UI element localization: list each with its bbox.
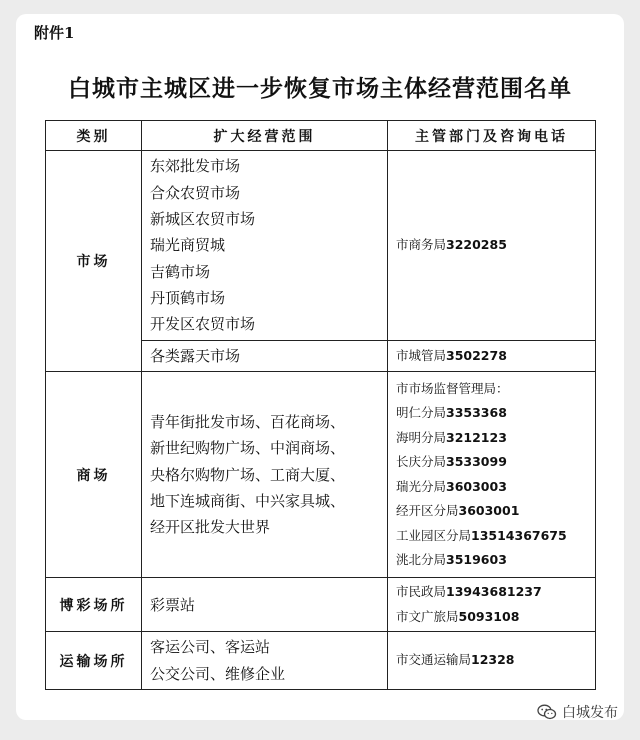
scope-lottery (142, 578, 388, 632)
dept-phone: 3353368 (446, 405, 507, 421)
dept-line (396, 475, 587, 500)
scope-market (142, 151, 388, 341)
dept-line (396, 450, 587, 475)
scope-line: 公交公司、维修企业 (150, 664, 286, 683)
dept-line (396, 233, 587, 258)
scope-mall (142, 372, 388, 578)
dept-market (388, 151, 596, 341)
scope-line: 青年街批发市场、百花商场、 (150, 413, 346, 432)
dept-line (396, 580, 587, 605)
wechat-icon (537, 704, 557, 720)
dept-name: 市商务局 (396, 237, 447, 253)
dept-heading: 市市场监督管理局： (396, 380, 509, 396)
watermark-text: 白城发布 (562, 705, 618, 721)
table-row-lottery (46, 578, 596, 632)
dept-phone: 3212123 (446, 429, 507, 445)
dept-name: 海明分局 (396, 429, 447, 445)
category-market: 市场 (46, 151, 142, 372)
dept-line (396, 548, 587, 573)
dept-phone: 3533099 (446, 454, 507, 470)
scope-line: 开发区农贸市场 (150, 315, 256, 334)
dept-phone: 3603003 (446, 478, 507, 494)
dept-name: 明仁分局 (396, 405, 447, 421)
dept-line (396, 524, 587, 549)
dept-line (396, 499, 587, 524)
dept-name: 瑞光分局 (396, 478, 447, 494)
scope-line: 吉鹤市场 (150, 262, 211, 281)
scope-line: 客运公司、客运站 (150, 638, 271, 657)
dept-phone: 3519603 (446, 552, 507, 568)
scope-table (45, 120, 596, 690)
dept-mall (388, 372, 596, 578)
header-category: 类别 (46, 121, 142, 151)
dept-name: 市城管局 (396, 347, 447, 363)
dept-line (396, 605, 587, 630)
scope-line: 丹顶鹤市场 (150, 288, 226, 307)
dept-phone: 3603001 (458, 503, 520, 519)
dept-name: 长庆分局 (396, 454, 447, 470)
scope-line: 彩票站 (150, 595, 196, 614)
dept-name: 经开区分局 (396, 503, 459, 519)
scope-line: 地下连城商街、中兴家具城、 (150, 491, 346, 510)
scope-line: 各类露天市场 (150, 347, 241, 365)
dept-openair (388, 341, 596, 372)
table-row-market (46, 151, 596, 341)
scope-line: 经开区批发大世界 (150, 518, 271, 537)
dept-phone: 13943681237 (446, 584, 542, 600)
scope-line: 东郊批发市场 (150, 157, 241, 176)
dept-name: 洮北分局 (396, 552, 447, 568)
header-scope: 扩大经营范围 (142, 121, 388, 151)
dept-line (396, 648, 587, 673)
source-watermark (537, 702, 618, 722)
scope-line: 瑞光商贸城 (150, 236, 226, 255)
table-row-transport (46, 632, 596, 690)
scope-line: 新世纪购物广场、中润商场、 (150, 439, 346, 458)
scope-openair (142, 341, 388, 372)
dept-phone: 12328 (471, 652, 515, 668)
category-lottery: 博彩场所 (46, 578, 142, 632)
dept-phone: 3220285 (446, 237, 507, 253)
dept-name: 市民政局 (396, 584, 447, 600)
document-title: 白城市主城区进一步恢复市场主体经营范围名单 (68, 75, 572, 102)
attachment-label: 附件1 (34, 24, 75, 42)
category-mall: 商场 (46, 372, 142, 578)
dept-name: 市文广旅局 (396, 608, 459, 624)
scope-transport (142, 632, 388, 690)
dept-transport (388, 632, 596, 690)
scope-line: 新城区农贸市场 (150, 210, 256, 229)
table-row-mall (46, 372, 596, 578)
dept-phone: 3502278 (446, 347, 507, 363)
header-department: 主管部门及咨询电话 (388, 121, 596, 151)
scope-line: 合众农贸市场 (150, 183, 241, 202)
scope-line: 央格尔购物广场、工商大厦、 (150, 465, 346, 484)
dept-phone: 13514367675 (471, 527, 567, 543)
category-transport: 运输场所 (46, 632, 142, 690)
dept-phone: 5093108 (458, 608, 520, 624)
dept-name: 工业园区分局 (396, 527, 472, 543)
dept-lottery (388, 578, 596, 632)
dept-line (396, 344, 587, 369)
dept-name: 市交通运输局 (396, 652, 472, 668)
dept-line (396, 426, 587, 451)
dept-line (396, 401, 587, 426)
table-header-row (46, 121, 596, 151)
